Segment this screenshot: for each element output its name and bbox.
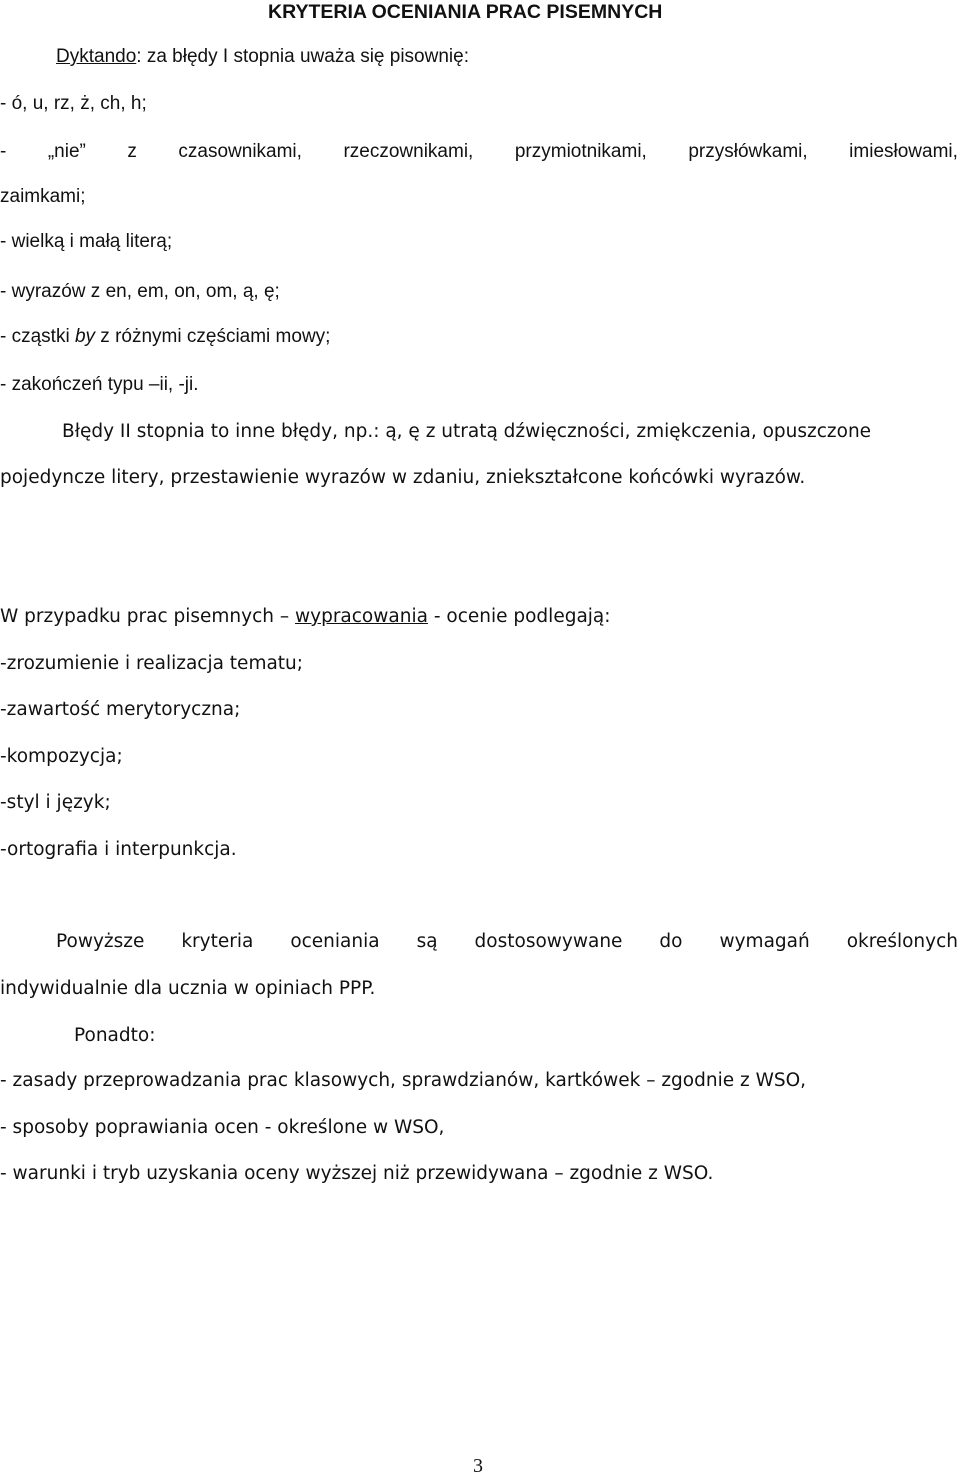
adjust-line-1 bbox=[56, 930, 958, 954]
by-pre: - cząstki bbox=[0, 326, 75, 347]
dictation-item: - wyrazów z en, em, on, om, ą, ę; bbox=[0, 281, 280, 302]
word: dostosowywane bbox=[474, 931, 623, 952]
essays-intro-underlined: wypracowania bbox=[295, 606, 428, 627]
essays-item: -zrozumienie i realizacja tematu; bbox=[0, 653, 304, 674]
word: oceniania bbox=[290, 931, 380, 952]
word: z bbox=[127, 141, 137, 162]
essays-intro-pre: W przypadku prac pisemnych – bbox=[0, 606, 295, 627]
moreover-label: Ponadto: bbox=[74, 1025, 156, 1046]
dictation-intro-rest: : za błędy I stopnia uważa się pisownię: bbox=[136, 46, 469, 67]
word: - bbox=[0, 141, 7, 162]
word: Powyższe bbox=[56, 931, 145, 952]
by-word: by bbox=[74, 326, 96, 347]
word: wymagań bbox=[719, 931, 810, 952]
dictation-by-item bbox=[0, 325, 330, 349]
word: „nie” bbox=[47, 141, 86, 162]
word: określonych bbox=[846, 931, 958, 952]
second-degree-line-2: pojedyncze litery, przestawienie wyrazów w zdaniu, zniekształcone końcówki wyrazów. bbox=[0, 467, 806, 488]
essays-item: -ortografia i interpunkcja. bbox=[0, 839, 237, 860]
word: przymiotnikami, bbox=[514, 141, 647, 162]
word: przysłówkami, bbox=[688, 141, 808, 162]
word: imiesłowami, bbox=[849, 141, 958, 162]
dictation-intro bbox=[56, 45, 469, 69]
word: są bbox=[416, 931, 438, 952]
essays-item: -zawartość merytoryczna; bbox=[0, 699, 241, 720]
dictation-nie-cont: zaimkami; bbox=[0, 186, 86, 207]
essays-item: -kompozycja; bbox=[0, 746, 123, 767]
page-title: KRYTERIA OCENIANIA PRAC PISEMNYCH bbox=[268, 1, 663, 23]
moreover-item: - warunki i tryb uzyskania oceny wyższej niż przewidywana – zgodnie z WSO. bbox=[0, 1163, 714, 1184]
essays-intro bbox=[0, 605, 611, 629]
essays-item: -styl i język; bbox=[0, 792, 111, 813]
word: rzeczownikami, bbox=[343, 141, 474, 162]
page-number: 3 bbox=[473, 1455, 483, 1477]
moreover-item: - sposoby poprawiania ocen - określone w WSO, bbox=[0, 1117, 445, 1138]
adjust-line-2: indywidualnie dla ucznia w opiniach PPP. bbox=[0, 978, 376, 999]
by-post: z różnymi częściami mowy; bbox=[95, 326, 331, 347]
word: kryteria bbox=[181, 931, 254, 952]
dictation-item: - ó, u, rz, ż, ch, h; bbox=[0, 93, 147, 114]
word: do bbox=[659, 931, 683, 952]
second-degree-line-1: Błędy II stopnia to inne błędy, np.: ą, ę z utratą dźwięczności, zmiękczenia, opuszczone bbox=[62, 421, 872, 442]
dictation-nie-line bbox=[0, 140, 958, 164]
word: czasownikami, bbox=[178, 141, 302, 162]
moreover-item: - zasady przeprowadzania prac klasowych, sprawdzianów, kartkówek – zgodnie z WSO, bbox=[0, 1070, 807, 1091]
dictation-label: Dyktando bbox=[56, 46, 137, 67]
essays-intro-post: - ocenie podlegają: bbox=[427, 606, 611, 627]
dictation-item: - wielką i małą literą; bbox=[0, 231, 173, 252]
dictation-item: - zakończeń typu –ii, -ji. bbox=[0, 374, 199, 395]
